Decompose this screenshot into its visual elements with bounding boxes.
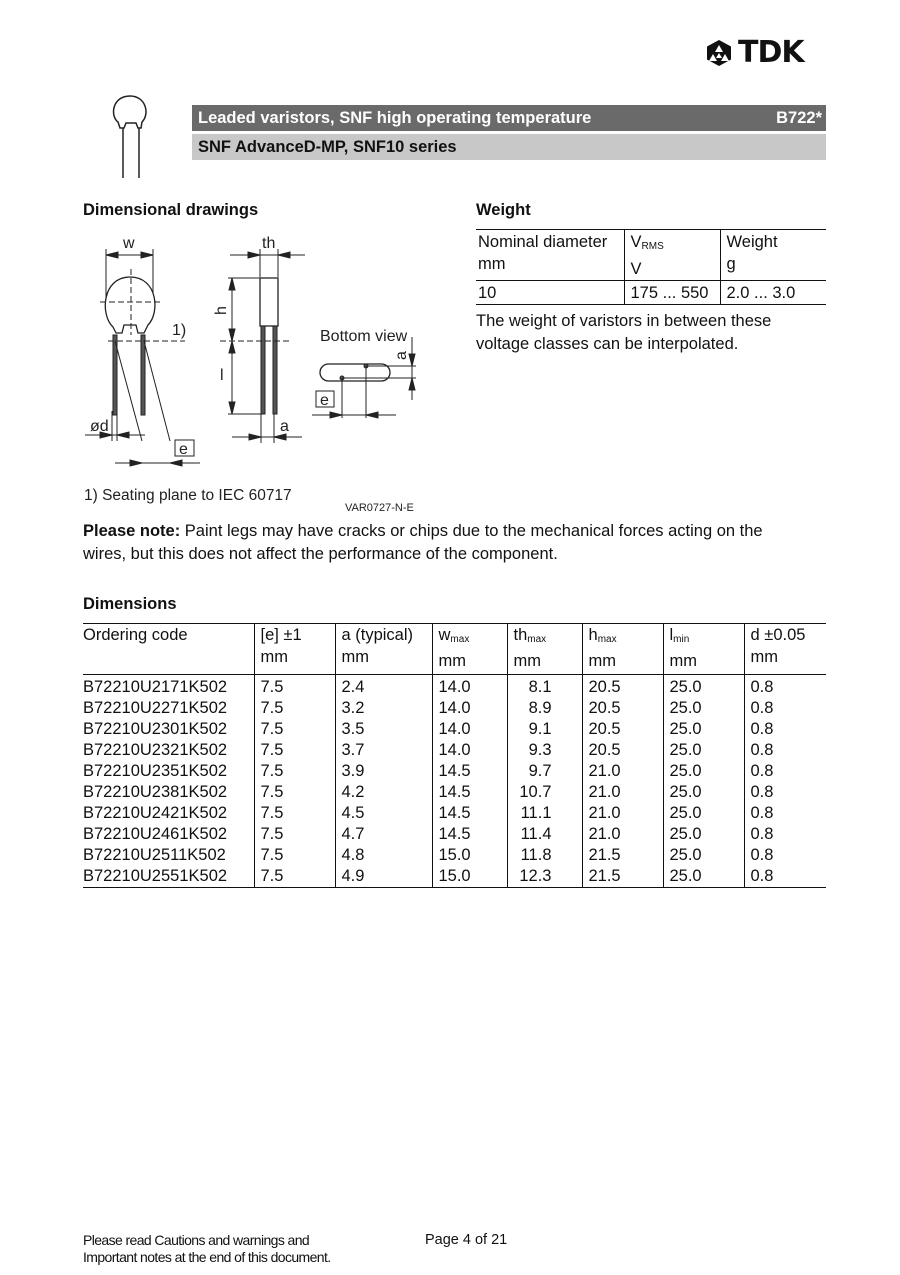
ordering-code-cell: B72210U2421K502 <box>83 804 228 822</box>
table-cell: 0.8 <box>744 698 826 719</box>
weight-col-diameter: Nominal diameter mm <box>476 230 624 281</box>
tdk-logo <box>704 35 826 70</box>
table-cell: 25.0 <box>663 761 744 782</box>
table-row <box>83 782 826 803</box>
ordering-code-cell: B72210U2511K502 <box>83 846 226 864</box>
label-l: l <box>220 367 224 384</box>
table-cell: 25.0 <box>663 866 744 888</box>
table-cell: 4.5 <box>335 803 432 824</box>
document-subtitle: SNF AdvanceD-MP, SNF10 series <box>198 137 457 156</box>
table-cell: 0.8 <box>744 761 826 782</box>
table-row <box>83 761 826 782</box>
table-cell: 10.7 <box>507 782 582 803</box>
dimensional-drawing <box>80 225 420 515</box>
table-cell: 14.0 <box>432 740 507 761</box>
table-cell: 20.5 <box>582 740 663 761</box>
label-a-side: a <box>280 418 289 435</box>
table-row <box>83 719 826 740</box>
dimensions-table <box>83 623 826 888</box>
drawing-footnote: 1) Seating plane to IEC 60717 <box>84 487 292 504</box>
table-row <box>83 698 826 719</box>
table-row <box>83 866 826 888</box>
table-cell: 21.0 <box>582 824 663 845</box>
table-cell: 14.0 <box>432 719 507 740</box>
table-cell: 20.5 <box>582 675 663 699</box>
dimensions-heading: Dimensions <box>83 595 177 613</box>
table-cell: 3.7 <box>335 740 432 761</box>
dimensions-table-header <box>83 624 826 675</box>
ordering-code-cell: B72210U2171K502 <box>83 678 228 696</box>
title-bar <box>192 105 826 131</box>
ordering-code-cell: B72210U2351K502 <box>83 762 228 780</box>
footer-caution <box>83 1232 331 1266</box>
table-cell: 8.1 <box>507 675 582 699</box>
table-cell: 9.1 <box>507 719 582 740</box>
label-note-ref: 1) <box>172 322 187 339</box>
table-cell: 4.7 <box>335 824 432 845</box>
front-view <box>85 235 200 466</box>
weight-table <box>476 229 826 305</box>
label-d: ød <box>90 418 109 435</box>
table-cell: 20.5 <box>582 698 663 719</box>
weight-col-vrms: $V_{RMS}$ V <box>624 230 720 281</box>
table-cell: 11.4 <box>507 824 582 845</box>
brand-name: TDK <box>738 35 804 70</box>
bottom-view <box>312 328 416 418</box>
please-note-label: Please note: <box>83 522 181 540</box>
ordering-code-cell: B72210U2271K502 <box>83 699 228 717</box>
table-cell: 11.1 <box>507 803 582 824</box>
subtitle-bar <box>192 134 826 160</box>
label-w: w <box>123 235 135 252</box>
column-header: $h_{max}$ mm <box>582 624 663 675</box>
cell-diameter: 10 <box>476 281 624 305</box>
table-cell: 9.7 <box>507 761 582 782</box>
table-cell: 7.5 <box>254 803 335 824</box>
table-cell: 4.8 <box>335 845 432 866</box>
side-view <box>213 235 305 443</box>
table-cell: 14.5 <box>432 761 507 782</box>
table-cell: 20.5 <box>582 719 663 740</box>
table-cell: 25.0 <box>663 740 744 761</box>
table-cell: 21.0 <box>582 782 663 803</box>
please-note <box>83 520 803 566</box>
table-cell: 7.5 <box>254 866 335 888</box>
table-cell: 0.8 <box>744 866 826 888</box>
please-note-text: Paint legs may have cracks or chips due to the mechanical forces acting on the wires, but this does not affect the performance of the component. <box>83 522 763 563</box>
table-cell: 7.5 <box>254 845 335 866</box>
cell-weight: 2.0 ... 3.0 <box>720 281 826 305</box>
table-cell: 21.0 <box>582 761 663 782</box>
table-cell: 7.5 <box>254 761 335 782</box>
table-cell: 0.8 <box>744 803 826 824</box>
ordering-code-cell: B72210U2321K502 <box>83 741 228 759</box>
ordering-code-cell: B72210U2301K502 <box>83 720 228 738</box>
label-e-front: e <box>179 441 188 458</box>
table-cell: 21.0 <box>582 803 663 824</box>
table-cell: 21.5 <box>582 866 663 888</box>
table-row <box>83 675 826 699</box>
table-row <box>83 845 826 866</box>
table-cell: 0.8 <box>744 782 826 803</box>
table-cell: 25.0 <box>663 719 744 740</box>
table-cell: 0.8 <box>744 675 826 699</box>
document-title: Leaded varistors, SNF high operating temperature <box>198 108 592 127</box>
page-number: Page 4 of 21 <box>425 1232 508 1248</box>
column-header: $th_{max}$ mm <box>507 624 582 675</box>
table-cell: 14.5 <box>432 803 507 824</box>
table-cell: 25.0 <box>663 845 744 866</box>
table-cell: 15.0 <box>432 845 507 866</box>
drawing-id: VAR0727-N-E <box>345 502 414 514</box>
table-row <box>83 824 826 845</box>
footer-caution-line1: Please read Cautions and warnings and <box>83 1232 310 1248</box>
table-row <box>476 281 826 305</box>
label-a-bottom: a <box>393 351 410 360</box>
column-header: d ±0.05 mm <box>744 624 826 675</box>
label-th: th <box>262 235 276 252</box>
table-cell: 4.2 <box>335 782 432 803</box>
table-cell: 3.2 <box>335 698 432 719</box>
table-cell: 14.0 <box>432 698 507 719</box>
table-cell: 0.8 <box>744 824 826 845</box>
table-cell: 21.5 <box>582 845 663 866</box>
table-cell: 0.8 <box>744 719 826 740</box>
table-cell: 14.5 <box>432 824 507 845</box>
table-cell: 8.9 <box>507 698 582 719</box>
varistor-thumbnail-icon <box>108 92 154 180</box>
column-header: $w_{max}$ mm <box>432 624 507 675</box>
column-header: $l_{min}$ mm <box>663 624 744 675</box>
table-row <box>83 803 826 824</box>
weight-heading: Weight <box>476 201 531 219</box>
table-cell: 25.0 <box>663 824 744 845</box>
table-row <box>83 740 826 761</box>
weight-note: The weight of varistors in between these voltage classes can be interpolated. <box>476 312 772 353</box>
table-cell: 7.5 <box>254 824 335 845</box>
column-header: a (typical) mm <box>335 624 432 675</box>
label-e-bottom: e <box>320 392 329 409</box>
table-cell: 9.3 <box>507 740 582 761</box>
table-cell: 3.5 <box>335 719 432 740</box>
dimensional-drawings-heading: Dimensional drawings <box>83 201 259 219</box>
table-cell: 15.0 <box>432 866 507 888</box>
table-cell: 7.5 <box>254 719 335 740</box>
tdk-logo-icon <box>704 39 734 67</box>
ordering-code-cell: B72210U2551K502 <box>83 866 254 888</box>
table-cell: 14.0 <box>432 675 507 699</box>
footer-caution-line2: Important notes at the end of this document. <box>83 1249 331 1265</box>
table-cell: 7.5 <box>254 740 335 761</box>
table-cell: 14.5 <box>432 782 507 803</box>
table-cell: 0.8 <box>744 740 826 761</box>
ordering-code-cell: B72210U2461K502 <box>83 825 228 843</box>
weight-col-weight: Weight g <box>720 230 826 281</box>
weight-table-header <box>476 230 826 281</box>
table-cell: 2.4 <box>335 675 432 699</box>
table-cell: 12.3 <box>507 866 582 888</box>
ordering-code-cell: B72210U2381K502 <box>83 783 228 801</box>
table-cell: 25.0 <box>663 698 744 719</box>
table-cell: 25.0 <box>663 803 744 824</box>
column-header: Ordering code <box>83 624 254 675</box>
column-header: [e] ±1 mm <box>254 624 335 675</box>
product-code: B722* <box>776 108 822 127</box>
table-cell: 0.8 <box>744 845 826 866</box>
table-cell: 7.5 <box>254 698 335 719</box>
table-cell: 11.8 <box>507 845 582 866</box>
table-cell: 4.9 <box>335 866 432 888</box>
table-cell: 25.0 <box>663 782 744 803</box>
cell-vrms: 175 ... 550 <box>624 281 720 305</box>
table-cell: 25.0 <box>663 675 744 699</box>
table-cell: 7.5 <box>254 782 335 803</box>
label-bottom-view: Bottom view <box>320 328 408 345</box>
table-cell: 3.9 <box>335 761 432 782</box>
label-h: h <box>213 306 230 315</box>
table-cell: 7.5 <box>254 675 335 699</box>
